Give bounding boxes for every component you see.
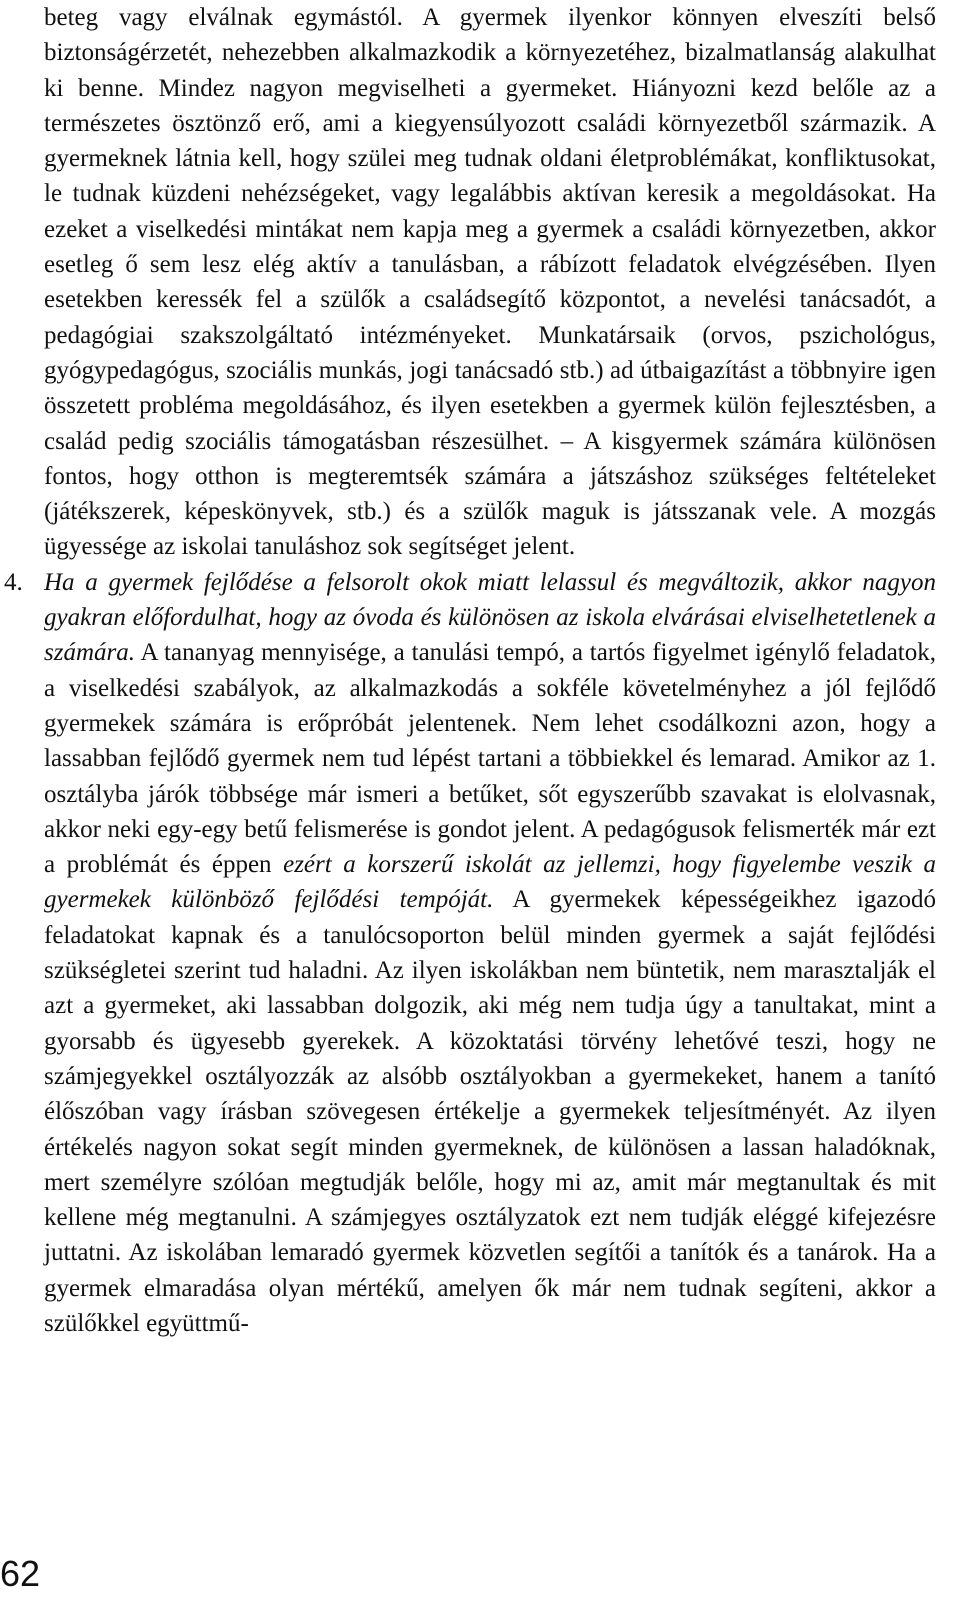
list-item-4-paragraph (44, 565, 936, 1342)
document-page (4, 0, 937, 1341)
paragraph-text-part2: A gyermekek képességeikhez igazodó feladatokat kapnak és a tanulócsoporton belül minden gyermek a saját fejlődési szükségletei szerint tud haladni. Az ilyen iskolákban nem büntetik, nem marasztalják el azt a gyermeket, aki lassabban dolgozik, aki még nem tudja úgy a tanultakat, mint a gyorsabb és ügyesebb gyerekek. A közoktatási törvény lehetővé teszi, hogy ne számjegyekkel osztályozzák az alsóbb osztályokban a gyermekeket, hanem a tanító élőszóban vagy írásban szövegesen értékelje a gyermekek teljesítményét. Az ilyen értékelés nagyon sokat segít minden gyermeknek, de különösen a lassan haladóknak, mert személyre szólóan megtudják belőle, hogy mi az, amit már megtanultak és mit kellene még megtanulni. A számjegyes osztályzatok ezt nem tudják eléggé kifejezésre juttatni. Az iskolában lemaradó gyermek közvetlen segítői a tanítók és a tanárok. Ha a gyermek elmaradása olyan mértékű, amelyen ők már nem tudnak segíteni, akkor a szülőkkel együttmű- (44, 886, 936, 1337)
page-number: 62 (0, 1553, 41, 1594)
paragraph-text-part1: A tananyag mennyisége, a tanulási tempó, a tartós figyelmet igénylő feladatok, a viselkedési szabályok, az alkalmazkodás a sokféle követelményhez a jól fejlődő gyermekek számára is erőpróbát jelentenek. Nem lehet csodálkozni azon, hogy a lassabban fejlődő gyermek nem tud lépést tartani a többiekkel és lemarad. Amikor az 1. osztályba járók többsége már ismeri a betűket, sőt egyszerűbb szavakat is elolvasnak, akkor neki egy-egy betű felismerése is gondot jelent. A pedagógusok felismerték már ezt a problémát és éppen (44, 639, 936, 879)
list-item-4 (4, 565, 937, 1342)
italic-emphasis: ezért a korszerű iskolát az jellemzi, hogy figyelembe veszik a gyermekek különböző fejlődési tempóját. (44, 851, 937, 914)
list-item-number: 4. (4, 568, 23, 596)
italic-lead-sentence: Ha a gyermek fejlődése a felsorolt okok miatt lelassul és megváltozik, akkor nagyon gyakran előfordulhat, hogy az óvoda és különösen az iskola elvárásai elviselhetetlenek a számára. (44, 568, 936, 667)
continued-paragraph: beteg vagy elválnak egymástól. A gyermek ilyenkor könnyen elveszíti belső biztonságérzetét, nehezebben alkalmazkodik a környezetéhez, bizalmatlanság alakulhat ki benne. Mindez nagyon megviselheti a gyermeket. Hiányozni kezd belőle az a természetes ösztönző erő, ami a kiegyensúlyozott családi környezetből származik. A gyermeknek látnia kell, hogy szülei meg tudnak oldani életproblémákat, konfliktusokat, le tudnak küzdeni nehézségeket, vagy legalábbis aktívan keresik a megoldásokat. Ha ezeket a viselkedési mintákat nem kapja meg a gyermek a családi környezetben, akkor esetleg ő sem lesz elég aktív a tanulásban, a rábízott feladatok elvégzésében. Ilyen esetekben keressék fel a szülők a családsegítő központot, a nevelési tanácsadót, a pedagógiai szakszolgáltató intézményeket. Munkatársaik (orvos, pszichológus, gyógypedagógus, szociális munkás, jogi tanácsadó stb.) ad útbaigazítást a többnyire igen összetett probléma megoldásához, és ilyen esetekben a gyermek külön fejlesztésben, a család pedig szociális támogatásban részesülhet. – A kisgyermek számára különösen fontos, hogy otthon is megteremtsék számára a játszáshoz szükséges feltételeket (játékszerek, képeskönyvek, stb.) és a szülők maguk is játsszanak vele. A mozgás ügyessége az iskolai tanuláshoz sok segítséget jelent. (44, 4, 936, 561)
